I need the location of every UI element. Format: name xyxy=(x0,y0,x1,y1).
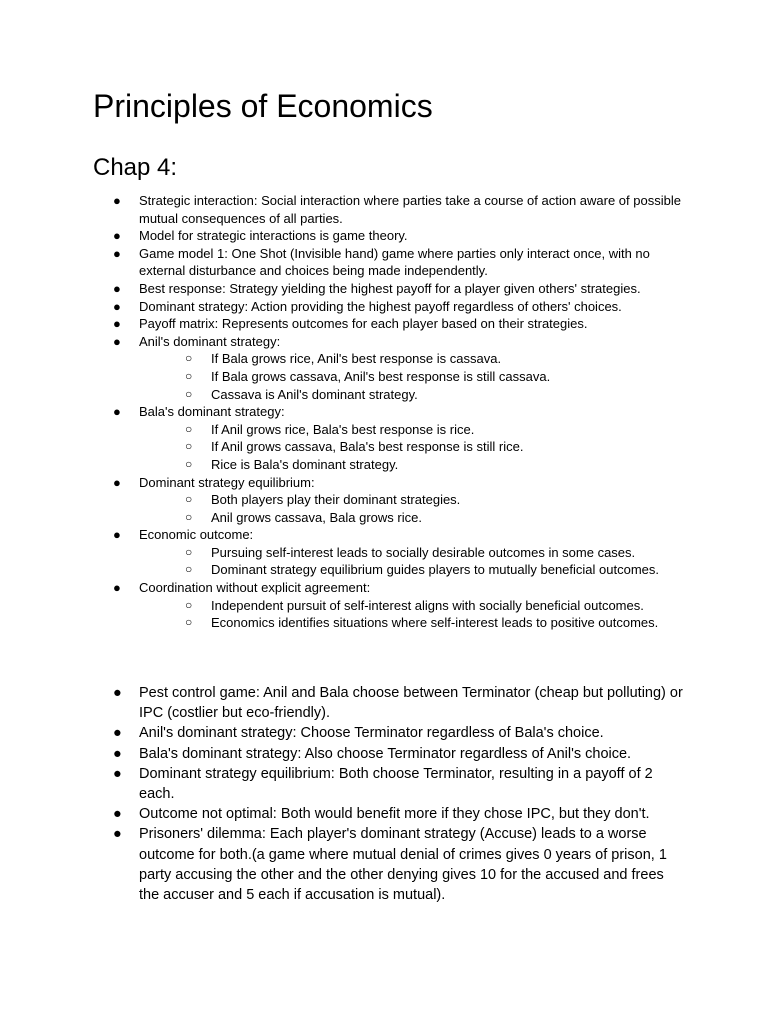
sub-list-item xyxy=(139,386,683,404)
list-item xyxy=(113,298,683,316)
hollow-bullet-icon: ○ xyxy=(185,456,193,471)
sub-list-item-text: Independent pursuit of self-interest aligns with socially beneficial outcomes. xyxy=(211,597,644,613)
sub-list xyxy=(139,491,683,526)
bullet-icon: ● xyxy=(113,193,121,208)
sub-list-item xyxy=(139,561,683,579)
list-item xyxy=(113,333,683,403)
chapter-heading: Chap 4: xyxy=(93,154,178,181)
sub-list-item-text: Rice is Bala's dominant strategy. xyxy=(211,456,399,472)
list-item-text: Prisoners' dilemma: Each player's dominant strategy (Accuse) leads to a worse outcome for both.(a game where mutual denial of crimes gives 0 years of prison, 1 party accusing the other and the other denying gives 10 for the accused and frees the accuser and 5 each if accusation is mutual). xyxy=(139,826,667,904)
list-item-text: Model for strategic interactions is game theory. xyxy=(139,228,408,244)
list-item xyxy=(113,804,683,824)
list-item-text: Game model 1: One Shot (Invisible hand) game where parties only interact once, with no external disturbance and choices being made independently. xyxy=(139,245,650,279)
hollow-bullet-icon: ○ xyxy=(185,597,193,612)
list-item xyxy=(113,280,683,298)
list-item xyxy=(113,474,683,527)
list-item-text: Dominant strategy: Action providing the highest payoff regardless of others' choices. xyxy=(139,298,622,314)
sub-list-item xyxy=(139,597,683,615)
sub-list-item xyxy=(139,544,683,562)
sub-list-item-text: Both players play their dominant strategies. xyxy=(211,492,461,508)
bullet-icon: ● xyxy=(113,826,122,843)
bullet-icon: ● xyxy=(113,806,122,823)
sub-list-item-text: If Anil grows rice, Bala's best response is rice. xyxy=(211,421,475,437)
list-item-text: Anil's dominant strategy: xyxy=(139,333,281,349)
list-item xyxy=(113,192,683,227)
list-item xyxy=(113,683,683,723)
chapter-notes-list xyxy=(113,192,683,632)
bullet-icon: ● xyxy=(113,580,121,596)
sub-list-item-text: Cassava is Anil's dominant strategy. xyxy=(211,386,418,402)
bullet-icon: ● xyxy=(113,765,122,782)
list-item xyxy=(113,744,683,764)
sub-list xyxy=(139,544,683,579)
list-item-text: Outcome not optimal: Both would benefit more if they chose IPC, but they don't. xyxy=(139,806,650,823)
hollow-bullet-icon: ○ xyxy=(185,421,193,436)
hollow-bullet-icon: ○ xyxy=(185,562,193,577)
sub-list-item xyxy=(139,421,683,439)
bullet-icon: ● xyxy=(113,725,122,742)
bullet-icon: ● xyxy=(113,316,121,332)
hollow-bullet-icon: ○ xyxy=(185,351,193,366)
sub-list-item xyxy=(139,509,683,527)
bullet-icon: ● xyxy=(113,333,121,349)
list-item-text: Coordination without explicit agreement: xyxy=(139,580,371,596)
list-item xyxy=(113,315,683,333)
bullet-icon: ● xyxy=(113,298,121,314)
bullet-icon: ● xyxy=(113,685,122,701)
bullet-icon: ● xyxy=(113,404,121,420)
list-item xyxy=(113,579,683,632)
bullet-icon: ● xyxy=(113,245,121,261)
bullet-icon: ● xyxy=(113,527,121,543)
sub-list xyxy=(139,421,683,474)
pest-control-notes-list xyxy=(113,683,683,905)
list-item xyxy=(113,227,683,245)
bullet-icon: ● xyxy=(113,745,122,762)
list-item xyxy=(113,526,683,579)
hollow-bullet-icon: ○ xyxy=(185,544,193,559)
sub-list xyxy=(139,597,683,632)
list-item-text: Pest control game: Anil and Bala choose between Terminator (cheap but polluting) or IPC (costlier but eco-friendly). xyxy=(139,685,683,722)
hollow-bullet-icon: ○ xyxy=(185,492,193,507)
bullet-icon: ● xyxy=(113,474,121,490)
list-item-text: Economic outcome: xyxy=(139,527,254,543)
list-item xyxy=(113,824,683,905)
sub-list-item xyxy=(139,614,683,632)
sub-list-item xyxy=(139,350,683,368)
list-item-text: Payoff matrix: Represents outcomes for each player based on their strategies. xyxy=(139,316,588,332)
sub-list-item-text: Anil grows cassava, Bala grows rice. xyxy=(211,509,422,525)
hollow-bullet-icon: ○ xyxy=(185,615,193,630)
sub-list-item-text: If Anil grows cassava, Bala's best response is still rice. xyxy=(211,439,524,455)
list-item-text: Bala's dominant strategy: Also choose Terminator regardless of Anil's choice. xyxy=(139,745,632,762)
list-item-text: Strategic interaction: Social interaction where parties take a course of action aware of possible mutual consequences of all parties. xyxy=(139,193,681,226)
hollow-bullet-icon: ○ xyxy=(185,368,193,383)
hollow-bullet-icon: ○ xyxy=(185,439,193,454)
sub-list xyxy=(139,350,683,403)
sub-list-item xyxy=(139,456,683,474)
hollow-bullet-icon: ○ xyxy=(185,386,193,401)
list-item-text: Bala's dominant strategy: xyxy=(139,404,285,420)
bullet-icon: ● xyxy=(113,228,121,244)
list-item-text: Best response: Strategy yielding the highest payoff for a player given others' strategies. xyxy=(139,280,641,296)
bullet-icon: ● xyxy=(113,280,121,296)
list-item xyxy=(113,245,683,280)
document-title: Principles of Economics xyxy=(93,88,433,124)
sub-list-item-text: If Bala grows cassava, Anil's best response is still cassava. xyxy=(211,368,551,384)
list-item-text: Anil's dominant strategy: Choose Terminator regardless of Bala's choice. xyxy=(139,725,604,742)
sub-list-item xyxy=(139,438,683,456)
sub-list-item-text: If Bala grows rice, Anil's best response is cassava. xyxy=(211,351,502,367)
hollow-bullet-icon: ○ xyxy=(185,509,193,524)
list-item xyxy=(113,764,683,804)
list-item-text: Dominant strategy equilibrium: Both choose Terminator, resulting in a payoff of 2 each. xyxy=(139,765,653,803)
list-item-text: Dominant strategy equilibrium: xyxy=(139,474,315,490)
sub-list-item-text: Pursuing self-interest leads to socially desirable outcomes in some cases. xyxy=(211,544,636,560)
sub-list-item xyxy=(139,368,683,386)
sub-list-item-text: Economics identifies situations where self-interest leads to positive outcomes. xyxy=(211,615,659,631)
sub-list-item-text: Dominant strategy equilibrium guides players to mutually beneficial outcomes. xyxy=(211,562,659,578)
list-item xyxy=(113,403,683,473)
list-item xyxy=(113,723,683,743)
sub-list-item xyxy=(139,491,683,509)
